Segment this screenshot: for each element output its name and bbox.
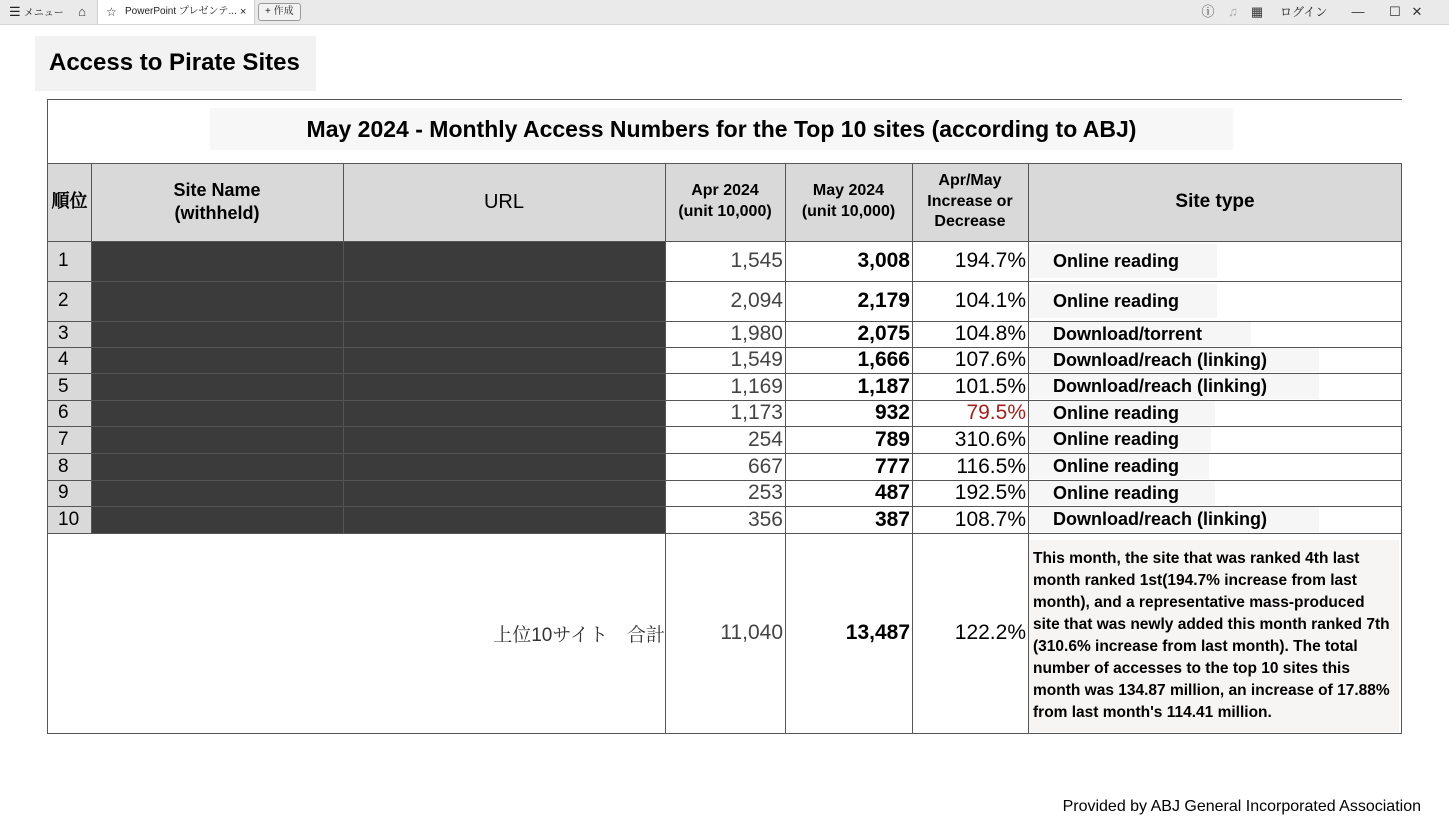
row-change-value: 79.5% bbox=[966, 401, 1026, 424]
row-site-type-cell bbox=[1029, 506, 1402, 533]
grid-line bbox=[48, 163, 1402, 164]
row-change-value: 104.1% bbox=[954, 289, 1026, 312]
header-change-line3: Decrease bbox=[934, 213, 1006, 231]
menu-label: メニュー bbox=[23, 8, 64, 19]
row-change-value: 192.5% bbox=[954, 481, 1026, 504]
row-change-value: 194.7% bbox=[954, 249, 1026, 272]
hamburger-icon: ☰ bbox=[9, 4, 21, 19]
row-site-type-cell bbox=[1029, 321, 1402, 347]
row-apr-value: 2,094 bbox=[730, 289, 783, 312]
row-site-type: Online reading bbox=[1029, 427, 1211, 452]
grid-line bbox=[48, 321, 1402, 322]
redacted-site-name bbox=[91, 321, 343, 347]
row-site-type-cell bbox=[1029, 241, 1402, 281]
grid-line bbox=[48, 453, 1402, 454]
tab-title: PowerPoint プレゼンテ... bbox=[125, 6, 237, 17]
redacted-url bbox=[343, 480, 665, 506]
row-site-type: Download/reach (linking) bbox=[1029, 507, 1319, 532]
header-may-line2: (unit 10,000) bbox=[801, 203, 896, 220]
row-site-type: Download/reach (linking) bbox=[1029, 374, 1319, 399]
redacted-url bbox=[343, 347, 665, 373]
row-site-type-cell bbox=[1029, 480, 1402, 506]
redacted-site-name bbox=[91, 400, 343, 426]
header-url bbox=[343, 163, 665, 241]
header-apr-line2: (unit 10,000) bbox=[678, 203, 772, 220]
row-change-value: 116.5% bbox=[956, 454, 1026, 478]
header-change-line1: Apr/May bbox=[938, 171, 1002, 189]
header-may-line1: May 2024 bbox=[812, 182, 885, 200]
header-site-name-line2: (withheld) bbox=[174, 203, 260, 223]
table-heading-box bbox=[210, 108, 1233, 150]
grid-line bbox=[48, 426, 1402, 427]
header-site-type-label: Site type bbox=[1175, 190, 1255, 212]
row-apr-value: 667 bbox=[747, 454, 783, 478]
row-may-value: 789 bbox=[874, 427, 910, 451]
total-may: 13,487 bbox=[845, 621, 910, 644]
header-apr bbox=[665, 163, 785, 241]
row-rank: 3 bbox=[48, 321, 91, 347]
help-icon[interactable]: ⓘ bbox=[1201, 4, 1215, 19]
redacted-site-name bbox=[91, 480, 343, 506]
redacted-url bbox=[343, 453, 665, 480]
grid-line bbox=[48, 480, 1402, 481]
row-site-type: Online reading bbox=[1029, 481, 1215, 505]
row-site-type: Online reading bbox=[1029, 244, 1217, 278]
row-change-value: 104.8% bbox=[954, 322, 1026, 345]
redacted-site-name bbox=[91, 347, 343, 373]
browser-toolbar bbox=[0, 0, 1449, 25]
total-label: 上位10サイト 合計 bbox=[493, 624, 665, 646]
star-icon[interactable]: ☆ bbox=[106, 5, 117, 19]
row-site-type: Online reading bbox=[1029, 454, 1209, 479]
row-site-type-cell bbox=[1029, 347, 1402, 373]
row-apr-value: 1,549 bbox=[730, 348, 783, 371]
row-apr-value: 1,545 bbox=[730, 249, 783, 272]
grid-line bbox=[785, 163, 786, 733]
row-may-value: 2,179 bbox=[857, 289, 910, 312]
redacted-url bbox=[343, 373, 665, 400]
header-apr-line1: Apr 2024 bbox=[691, 182, 759, 200]
grid-line bbox=[48, 281, 1402, 282]
grid-line bbox=[48, 347, 1402, 348]
slide-title: Access to Pirate Sites bbox=[49, 49, 300, 76]
total-apr: 11,040 bbox=[720, 621, 783, 644]
row-site-type: Download/torrent bbox=[1029, 322, 1251, 346]
redacted-site-name bbox=[91, 373, 343, 400]
row-may-value: 1,666 bbox=[857, 348, 910, 371]
row-apr-value: 1,980 bbox=[730, 322, 783, 345]
row-site-type-cell bbox=[1029, 453, 1402, 480]
redacted-site-name bbox=[91, 453, 343, 480]
header-site-type bbox=[1028, 163, 1402, 241]
row-change-value: 107.6% bbox=[954, 348, 1026, 371]
grid-line bbox=[665, 163, 666, 733]
row-may-value: 777 bbox=[874, 454, 910, 478]
redacted-site-name bbox=[91, 281, 343, 321]
home-icon[interactable]: ⌂ bbox=[78, 4, 86, 19]
row-site-type-cell bbox=[1029, 426, 1402, 453]
close-tab-icon[interactable]: × bbox=[240, 6, 247, 18]
row-may-value: 1,187 bbox=[857, 374, 910, 398]
row-rank: 9 bbox=[48, 480, 91, 506]
header-may bbox=[785, 163, 912, 241]
redacted-url bbox=[343, 506, 665, 533]
maximize-icon[interactable]: ☐ bbox=[1389, 4, 1401, 19]
grid-line bbox=[1401, 163, 1402, 733]
redacted-url bbox=[343, 241, 665, 281]
header-rank-label: 順位 bbox=[51, 191, 88, 212]
row-site-type: Download/reach (linking) bbox=[1029, 348, 1319, 372]
row-apr-value: 356 bbox=[747, 507, 783, 531]
redacted-url bbox=[343, 281, 665, 321]
grid-line bbox=[48, 400, 1402, 401]
grid-line bbox=[912, 163, 913, 733]
table-heading: May 2024 - Monthly Access Numbers for the Top 10 sites (according to ABJ) bbox=[306, 116, 1137, 142]
header-site-name bbox=[91, 163, 343, 241]
row-rank: 7 bbox=[48, 426, 91, 453]
row-rank: 10 bbox=[48, 506, 91, 533]
summary-note: This month, the site that was ranked 4th last month ranked 1st(194.7% increase from last month), and a representative mass-produced site that was newly added this month ranked 7th (310.6% increase from last month). The total number of accesses to the top 10 sites this month was 134.87 million, an increase of 17.88% from last month's 114.41 million. bbox=[1029, 540, 1399, 732]
row-may-value: 487 bbox=[874, 481, 910, 504]
row-may-value: 932 bbox=[874, 401, 910, 424]
redacted-url bbox=[343, 426, 665, 453]
header-site-name-line1: Site Name bbox=[173, 179, 261, 200]
row-may-value: 3,008 bbox=[857, 249, 910, 272]
row-site-type-cell bbox=[1029, 281, 1402, 321]
menu-button[interactable] bbox=[9, 0, 64, 24]
grid-line bbox=[48, 373, 1402, 374]
redacted-site-name bbox=[91, 241, 343, 281]
grid-line bbox=[1028, 163, 1029, 733]
footer-credit: Provided by ABJ General Incorporated Association bbox=[1062, 798, 1421, 815]
header-url-label: URL bbox=[483, 191, 524, 213]
browser-tab[interactable] bbox=[97, 0, 255, 24]
login-button[interactable]: ログイン bbox=[1280, 5, 1328, 19]
grid-line bbox=[91, 163, 92, 533]
row-may-value: 387 bbox=[874, 507, 910, 531]
header-change bbox=[912, 163, 1028, 241]
grid-line bbox=[343, 163, 344, 533]
redacted-url bbox=[343, 321, 665, 347]
apps-grid-icon[interactable]: ▦ bbox=[1250, 4, 1264, 19]
grid-line bbox=[48, 533, 1402, 534]
header-rank bbox=[48, 163, 91, 241]
total-change: 122.2% bbox=[954, 621, 1026, 644]
row-rank: 1 bbox=[48, 241, 91, 281]
row-change-value: 108.7% bbox=[954, 507, 1026, 531]
redacted-site-name bbox=[91, 506, 343, 533]
row-site-type-cell bbox=[1029, 400, 1402, 426]
header-change-line2: Increase or bbox=[927, 192, 1013, 210]
redacted-site-name bbox=[91, 426, 343, 453]
row-apr-value: 253 bbox=[747, 481, 783, 504]
row-apr-value: 254 bbox=[747, 427, 783, 451]
row-change-value: 101.5% bbox=[954, 374, 1026, 398]
close-window-icon[interactable]: ✕ bbox=[1411, 4, 1423, 19]
total-label-cell bbox=[48, 533, 665, 733]
row-apr-value: 1,169 bbox=[730, 374, 783, 398]
grid-line bbox=[48, 506, 1402, 507]
row-site-type-cell bbox=[1029, 373, 1402, 400]
row-change-value: 310.6% bbox=[954, 427, 1026, 451]
row-rank: 8 bbox=[48, 453, 91, 480]
row-site-type: Online reading bbox=[1029, 401, 1215, 425]
grid-line bbox=[48, 733, 1402, 734]
row-rank: 2 bbox=[48, 281, 91, 321]
row-apr-value: 1,173 bbox=[730, 401, 783, 424]
row-site-type: Online reading bbox=[1029, 284, 1217, 318]
new-tab-button[interactable]: + 作成 bbox=[258, 3, 301, 21]
slide-title-box bbox=[35, 36, 316, 91]
grid-line bbox=[48, 241, 1402, 242]
minimize-icon[interactable]: — bbox=[1351, 4, 1365, 19]
row-rank: 4 bbox=[48, 347, 91, 373]
row-rank: 5 bbox=[48, 373, 91, 400]
row-rank: 6 bbox=[48, 400, 91, 426]
bell-icon[interactable]: ♫ bbox=[1228, 4, 1238, 19]
redacted-url bbox=[343, 400, 665, 426]
row-may-value: 2,075 bbox=[857, 322, 910, 345]
